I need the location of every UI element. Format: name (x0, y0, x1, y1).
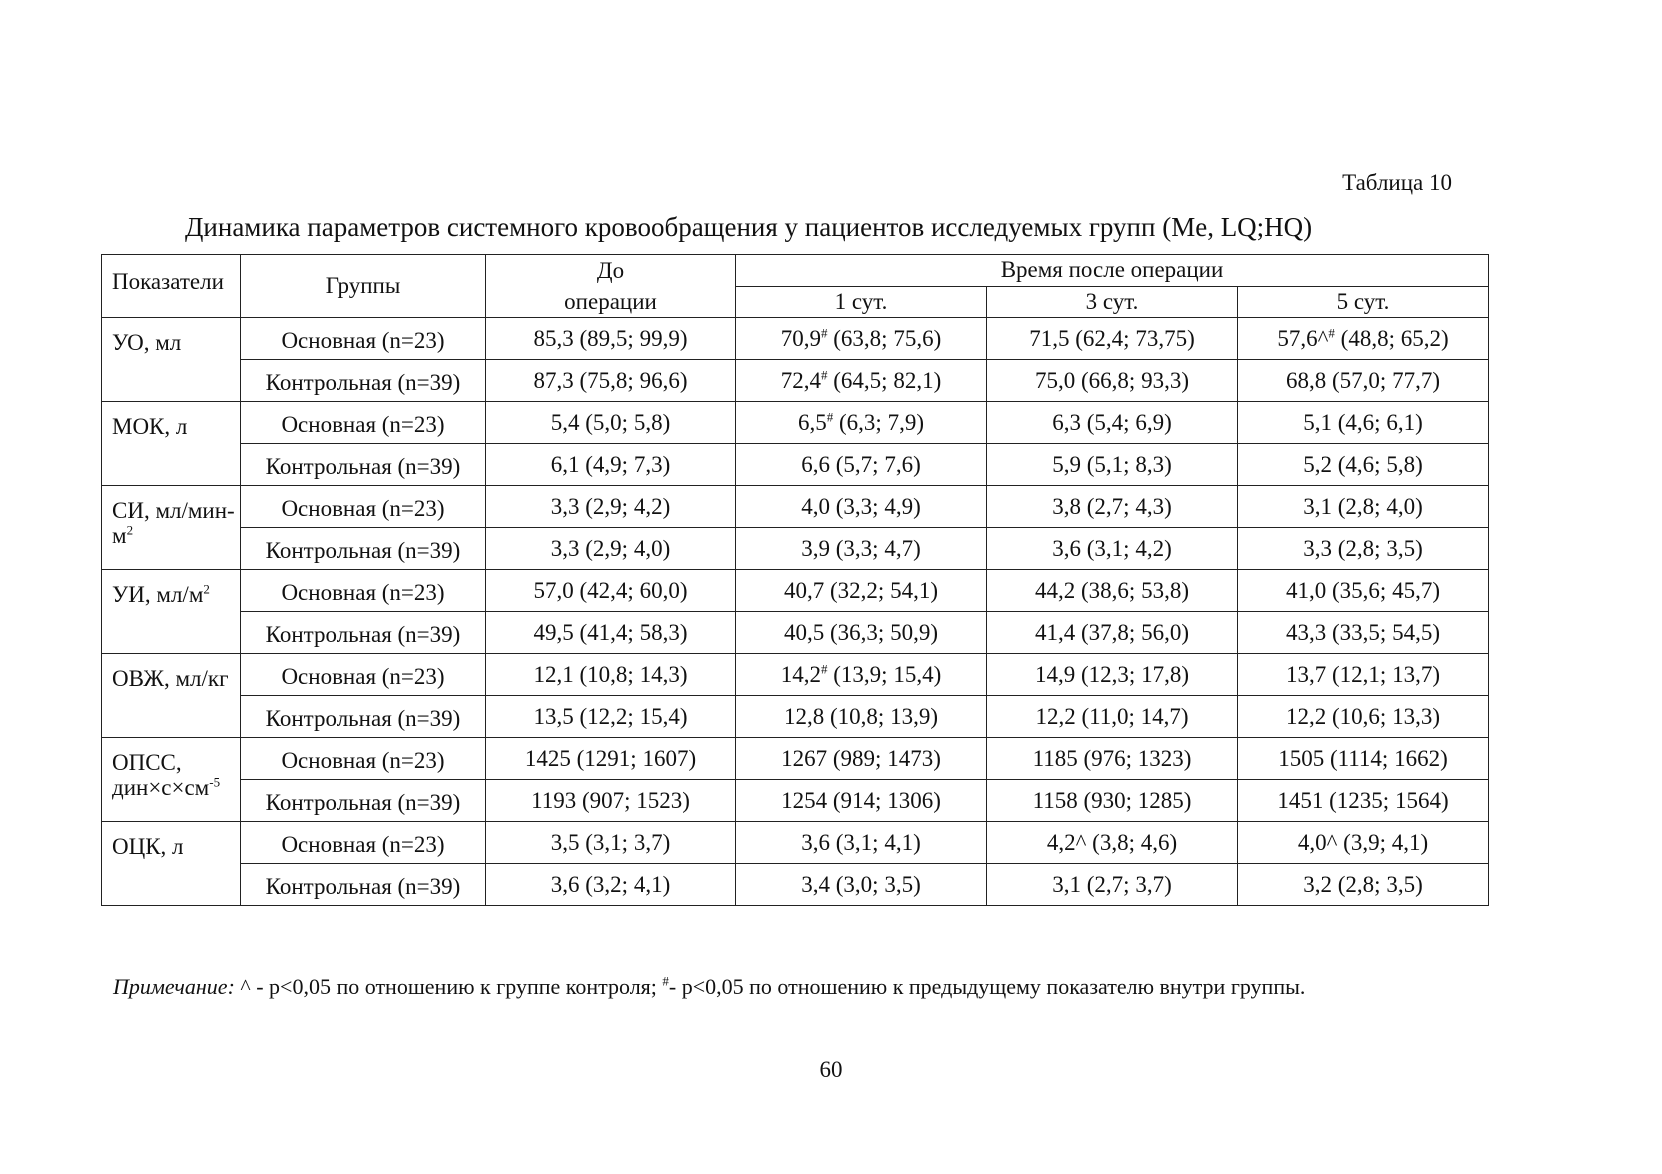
median-value: 41,0 (1286, 577, 1327, 603)
table-row (102, 654, 1489, 696)
median-value: 14,2 (780, 661, 822, 687)
value-cell (1238, 444, 1489, 486)
note-mark: # (662, 973, 669, 989)
median-value: 70,9 (780, 325, 822, 351)
median-value: 3,1 (1052, 871, 1082, 897)
median-value: 3,2 (1303, 871, 1333, 897)
value-cell (486, 822, 736, 864)
indicator-name (102, 318, 241, 402)
quartile-range: (57,0; 77,7) (1326, 367, 1440, 393)
median-value: 40,5 (784, 619, 825, 645)
value-cell (987, 486, 1238, 528)
value-cell (1238, 780, 1489, 822)
value-cell (1238, 360, 1489, 402)
median-value: 3,3 (550, 535, 580, 561)
value-cell (486, 486, 736, 528)
quartile-range: (5,1; 8,3) (1081, 451, 1172, 477)
quartile-range: (2,8; 4,0) (1332, 493, 1423, 519)
table-note (113, 974, 1305, 1000)
quartile-range: (5,4; 6,9) (1081, 409, 1172, 435)
quartile-range: (2,9; 4,0) (579, 535, 671, 561)
quartile-range: (1114; 1662) (1324, 745, 1448, 771)
value-cell (736, 654, 987, 696)
header-before-line2: операции (564, 289, 657, 314)
indicator-name (102, 570, 241, 654)
median-value: 4,2^ (1046, 829, 1087, 855)
table-number: Таблица 10 (1342, 170, 1452, 195)
quartile-range: (989; 1473) (827, 745, 941, 771)
quartile-range: (2,9; 4,2) (579, 493, 671, 519)
quartile-range: (2,8; 3,5) (1332, 871, 1423, 897)
quartile-range: (4,6; 5,8) (1332, 451, 1423, 477)
group-name: Основная (n=23) (241, 318, 486, 360)
quartile-range: (1235; 1564) (1323, 787, 1449, 813)
median-value: 3,6 (550, 871, 580, 897)
median-value: 3,6 (801, 829, 831, 855)
note-label: Примечание: (113, 974, 235, 999)
quartile-range: (48,8; 65,2) (1334, 325, 1449, 351)
quartile-range: (11,0; 14,7) (1075, 703, 1189, 729)
quartile-range: (36,3; 50,9) (824, 619, 938, 645)
value-cell (1238, 822, 1489, 864)
quartile-range: (3,8; 4,6) (1086, 829, 1178, 855)
indicator-name (102, 822, 241, 906)
median-value: 5,9 (1052, 451, 1082, 477)
median-value: 1451 (1277, 787, 1324, 813)
header-before-line1: До (596, 258, 625, 283)
median-value: 12,8 (784, 703, 825, 729)
indicator-label: УО, мл (112, 330, 182, 355)
table-row (102, 360, 1489, 402)
median-value: 5,2 (1303, 451, 1333, 477)
quartile-range: (12,3; 17,8) (1075, 661, 1189, 687)
value-cell (987, 654, 1238, 696)
value-cell (486, 318, 736, 360)
value-cell (1238, 738, 1489, 780)
quartile-range: (66,8; 93,3) (1075, 367, 1189, 393)
median-value: 87,3 (533, 367, 574, 393)
quartile-range: (32,2; 54,1) (824, 577, 938, 603)
median-value: 3,4 (801, 871, 831, 897)
median-value: 3,8 (1052, 493, 1082, 519)
value-cell (486, 654, 736, 696)
value-cell (486, 864, 736, 906)
median-value: 5,1 (1303, 409, 1333, 435)
indicator-label: МОК, л (112, 414, 188, 439)
quartile-range: (1291; 1607) (570, 745, 697, 771)
value-cell (736, 318, 987, 360)
median-value: 4,0^ (1297, 829, 1338, 855)
quartile-range: (976; 1323) (1077, 745, 1192, 771)
group-name: Основная (n=23) (241, 822, 486, 864)
header-day3: 3 сут. (987, 286, 1238, 318)
group-name: Основная (n=23) (241, 738, 486, 780)
quartile-range: (4,9; 7,3) (579, 451, 671, 477)
value-cell (486, 738, 736, 780)
quartile-range: (10,8; 13,9) (824, 703, 938, 729)
page-number: 60 (819, 1057, 843, 1082)
indicator-label: ОЦК, л (112, 834, 184, 859)
quartile-range: (3,1; 4,1) (830, 829, 921, 855)
group-name: Контрольная (n=39) (241, 612, 486, 654)
quartile-range: (63,8; 75,6) (827, 325, 942, 351)
significance-mark: # (826, 408, 834, 424)
value-cell (736, 612, 987, 654)
value-cell (1238, 486, 1489, 528)
significance-mark: # (821, 366, 828, 382)
median-value: 4,0 (801, 493, 831, 519)
quartile-range: (42,4; 60,0) (573, 577, 688, 603)
table-row (102, 612, 1489, 654)
median-value: 75,0 (1035, 367, 1076, 393)
median-value: 1193 (531, 787, 577, 813)
quartile-range: (12,1; 13,7) (1326, 661, 1440, 687)
value-cell (987, 864, 1238, 906)
table-row (102, 486, 1489, 528)
value-cell (1238, 654, 1489, 696)
quartile-range: (89,5; 99,9) (573, 325, 688, 351)
median-value: 3,5 (550, 829, 580, 855)
group-name: Контрольная (n=39) (241, 528, 486, 570)
median-value: 1254 (781, 787, 828, 813)
quartile-range: (12,2; 15,4) (573, 703, 688, 729)
quartile-range: (13,9; 15,4) (827, 661, 942, 687)
data-table (101, 254, 1489, 906)
group-name: Контрольная (n=39) (241, 780, 486, 822)
value-cell (1238, 402, 1489, 444)
header-time-after: Время после операции (736, 255, 1489, 287)
median-value: 6,3 (1052, 409, 1082, 435)
median-value: 1425 (524, 745, 571, 771)
median-value: 12,2 (1035, 703, 1076, 729)
value-cell (987, 612, 1238, 654)
quartile-range: (3,1; 3,7) (579, 829, 671, 855)
value-cell (736, 738, 987, 780)
table-row (102, 570, 1489, 612)
significance-mark: # (821, 660, 828, 676)
table-row (102, 444, 1489, 486)
table-row (102, 864, 1489, 906)
quartile-range: (64,5; 82,1) (827, 367, 942, 393)
value-cell (486, 402, 736, 444)
value-cell (1238, 696, 1489, 738)
table-row (102, 318, 1489, 360)
median-value: 41,4 (1035, 619, 1076, 645)
value-cell (486, 780, 736, 822)
value-cell (987, 528, 1238, 570)
header-day5: 5 сут. (1238, 286, 1489, 318)
median-value: 12,2 (1286, 703, 1327, 729)
value-cell (736, 780, 987, 822)
median-value: 3,6 (1052, 535, 1082, 561)
median-value: 5,4 (550, 409, 580, 435)
header-before-surgery (486, 255, 736, 318)
quartile-range: (907; 1523) (576, 787, 690, 813)
median-value: 57,0 (533, 577, 574, 603)
indicator-unit-exponent: -5 (209, 774, 221, 790)
median-value: 1158 (1032, 787, 1078, 813)
quartile-range: (914; 1306) (827, 787, 941, 813)
indicator-unit-exponent: 2 (126, 522, 134, 538)
value-cell (736, 444, 987, 486)
quartile-range: (3,2; 4,1) (579, 871, 671, 897)
table-row (102, 822, 1489, 864)
group-name: Контрольная (n=39) (241, 864, 486, 906)
value-cell (736, 486, 987, 528)
median-value: 72,4 (780, 367, 822, 393)
median-value: 6,5 (798, 409, 827, 435)
group-name: Контрольная (n=39) (241, 360, 486, 402)
indicator-label: УИ, мл/м (112, 582, 204, 607)
quartile-range: (4,6; 6,1) (1332, 409, 1423, 435)
median-value: 3,1 (1303, 493, 1333, 519)
group-name: Контрольная (n=39) (241, 444, 486, 486)
median-value: 57,6^ (1277, 325, 1329, 351)
value-cell (987, 318, 1238, 360)
quartile-range: (33,5; 54,5) (1326, 619, 1440, 645)
median-value: 3,3 (1303, 535, 1333, 561)
indicator-label: СИ, мл/мин-м (112, 498, 235, 548)
quartile-range: (3,9; 4,1) (1337, 829, 1429, 855)
median-value: 13,5 (533, 703, 574, 729)
median-value: 3,9 (801, 535, 831, 561)
value-cell (987, 738, 1238, 780)
value-cell (736, 696, 987, 738)
quartile-range: (2,7; 4,3) (1081, 493, 1172, 519)
table-row (102, 696, 1489, 738)
quartile-range: (6,3; 7,9) (833, 409, 924, 435)
median-value: 3,3 (550, 493, 580, 519)
value-cell (736, 360, 987, 402)
significance-mark: # (821, 324, 828, 340)
median-value: 6,6 (801, 451, 831, 477)
group-name: Основная (n=23) (241, 654, 486, 696)
quartile-range: (930; 1285) (1077, 787, 1192, 813)
quartile-range: (62,4; 73,75) (1069, 325, 1195, 351)
value-cell (1238, 612, 1489, 654)
value-cell (486, 360, 736, 402)
quartile-range: (5,7; 7,6) (830, 451, 921, 477)
quartile-range: (3,1; 4,2) (1081, 535, 1172, 561)
indicator-name (102, 738, 241, 822)
indicator-label: ОВЖ, мл/кг (112, 666, 229, 691)
value-cell (486, 444, 736, 486)
median-value: 1185 (1032, 745, 1078, 771)
median-value: 1267 (781, 745, 828, 771)
group-name: Основная (n=23) (241, 402, 486, 444)
indicator-unit-exponent: 2 (203, 581, 210, 597)
header-indicators: Показатели (102, 255, 241, 318)
indicator-name (102, 402, 241, 486)
value-cell (736, 528, 987, 570)
median-value: 6,1 (550, 451, 580, 477)
value-cell (987, 822, 1238, 864)
value-cell (987, 444, 1238, 486)
quartile-range: (3,0; 3,5) (830, 871, 921, 897)
value-cell (486, 570, 736, 612)
header-day1: 1 сут. (736, 286, 987, 318)
median-value: 43,3 (1286, 619, 1327, 645)
value-cell (1238, 528, 1489, 570)
table-body (102, 318, 1489, 906)
value-cell (736, 864, 987, 906)
quartile-range: (3,3; 4,7) (830, 535, 921, 561)
median-value: 49,5 (533, 619, 574, 645)
quartile-range: (3,3; 4,9) (830, 493, 921, 519)
value-cell (1238, 570, 1489, 612)
group-name: Основная (n=23) (241, 486, 486, 528)
quartile-range: (10,6; 13,3) (1326, 703, 1440, 729)
quartile-range: (2,7; 3,7) (1081, 871, 1172, 897)
median-value: 40,7 (784, 577, 825, 603)
significance-mark: # (1328, 324, 1335, 340)
median-value: 71,5 (1029, 325, 1070, 351)
median-value: 68,8 (1286, 367, 1327, 393)
table-row (102, 780, 1489, 822)
note-text-1: ^ - р<0,05 по отношению к группе контроля; (234, 974, 663, 999)
indicator-label: ОПСС, дин×с×см (112, 750, 210, 800)
median-value: 1505 (1278, 745, 1325, 771)
value-cell (736, 402, 987, 444)
header-groups: Группы (241, 255, 486, 318)
table-row (102, 402, 1489, 444)
value-cell (486, 696, 736, 738)
value-cell (736, 570, 987, 612)
quartile-range: (41,4; 58,3) (573, 619, 688, 645)
table-row (102, 738, 1489, 780)
indicator-name (102, 486, 241, 570)
group-name: Контрольная (n=39) (241, 696, 486, 738)
table-caption: Динамика параметров системного кровообращения у пациентов исследуемых групп (Me, LQ;HQ) (185, 212, 1313, 242)
value-cell (1238, 318, 1489, 360)
value-cell (987, 780, 1238, 822)
median-value: 12,1 (533, 661, 574, 687)
value-cell (987, 360, 1238, 402)
indicator-name (102, 654, 241, 738)
value-cell (486, 612, 736, 654)
median-value: 44,2 (1035, 577, 1076, 603)
value-cell (486, 528, 736, 570)
value-cell (987, 570, 1238, 612)
median-value: 14,9 (1035, 661, 1076, 687)
quartile-range: (75,8; 96,6) (573, 367, 688, 393)
value-cell (736, 822, 987, 864)
quartile-range: (37,8; 56,0) (1075, 619, 1189, 645)
table-row (102, 528, 1489, 570)
quartile-range: (38,6; 53,8) (1075, 577, 1189, 603)
value-cell (987, 402, 1238, 444)
value-cell (987, 696, 1238, 738)
value-cell (1238, 864, 1489, 906)
group-name: Основная (n=23) (241, 570, 486, 612)
median-value: 85,3 (533, 325, 574, 351)
quartile-range: (35,6; 45,7) (1326, 577, 1440, 603)
quartile-range: (5,0; 5,8) (579, 409, 671, 435)
median-value: 13,7 (1286, 661, 1327, 687)
quartile-range: (2,8; 3,5) (1332, 535, 1423, 561)
note-text-2: - р<0,05 по отношению к предыдущему показателю внутри группы. (668, 974, 1306, 999)
quartile-range: (10,8; 14,3) (573, 661, 688, 687)
